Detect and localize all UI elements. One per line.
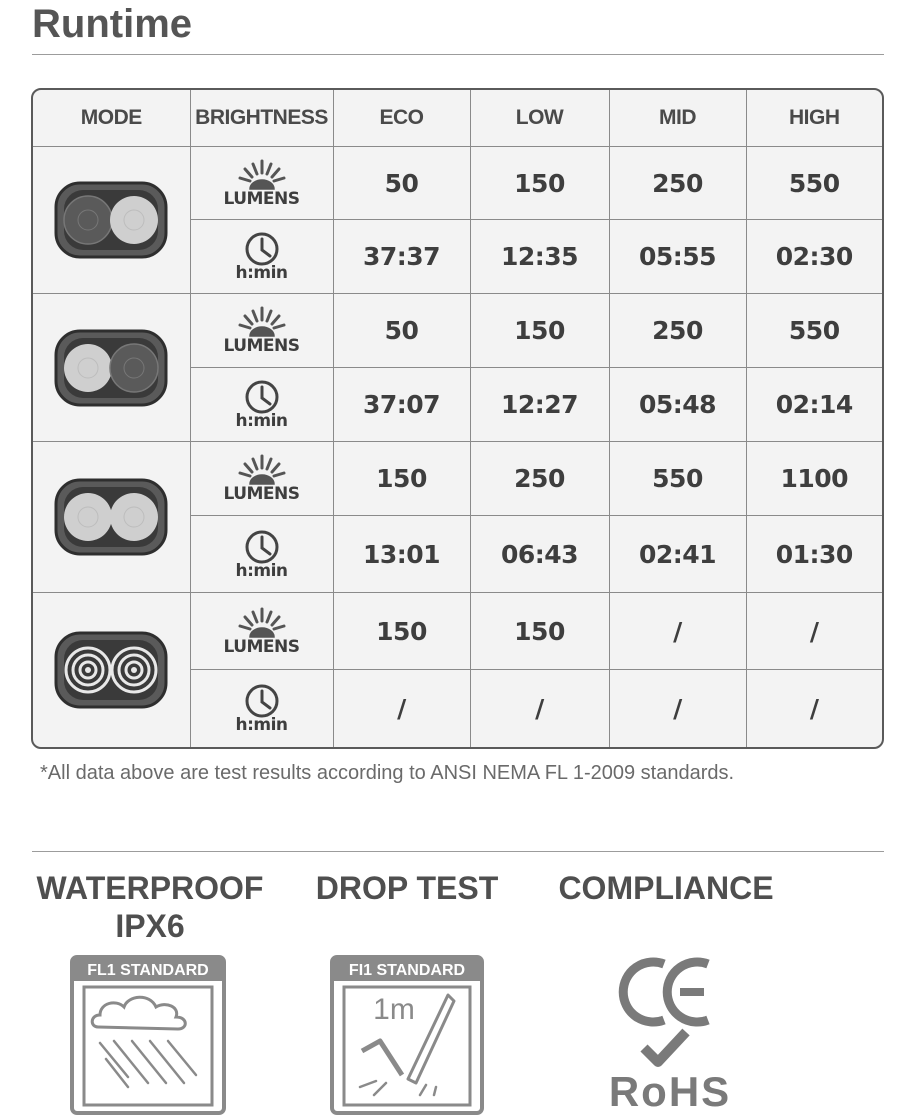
- runtime-value: 37:37: [333, 220, 470, 294]
- header-mid: MID: [609, 90, 746, 147]
- lumens-value: 250: [470, 442, 609, 516]
- lumens-label-cell: [190, 294, 333, 368]
- waterproof-title-line2: IPX6: [115, 908, 185, 944]
- table-row: [33, 593, 882, 670]
- runtime-value: 06:43: [470, 516, 609, 593]
- mode-3-cell: [33, 442, 190, 593]
- header-eco: ECO: [333, 90, 470, 147]
- runtime-label: h:min: [235, 715, 288, 736]
- runtime-value: /: [333, 670, 470, 748]
- clock-icon: [244, 231, 280, 267]
- header-brightness: BRIGHTNESS: [190, 90, 333, 147]
- runtime-table-frame: [31, 88, 884, 749]
- waterproof-badge-icon: [70, 955, 226, 1115]
- section-divider: [32, 851, 884, 852]
- runtime-label-cell: [190, 368, 333, 442]
- clock-icon: [244, 379, 280, 415]
- drop-test-badge-label: FI1 STANDARD: [348, 962, 466, 979]
- both-beams-lit-icon: [53, 477, 169, 557]
- table-row: [33, 442, 882, 516]
- table-row: [33, 294, 882, 368]
- clock-icon: [244, 529, 280, 565]
- lumens-label: LUMENS: [223, 188, 300, 209]
- lumens-value: 50: [333, 147, 470, 220]
- lumens-value: /: [746, 593, 882, 670]
- title-divider: [32, 54, 884, 55]
- lumens-label-cell: [190, 147, 333, 220]
- lumens-value: 150: [470, 294, 609, 368]
- lumens-label: LUMENS: [223, 484, 300, 504]
- lumens-value: 50: [333, 294, 470, 368]
- lumens-value: 150: [470, 147, 609, 220]
- runtime-value: 12:27: [470, 368, 609, 442]
- lumens-label: LUMENS: [223, 636, 300, 657]
- runtime-value: /: [470, 670, 609, 748]
- lumens-value: 250: [609, 147, 746, 220]
- rohs-text: RoHS: [608, 1068, 732, 1115]
- compliance-title: COMPLIANCE: [558, 870, 774, 906]
- sun-burst-icon: [234, 607, 290, 641]
- lumens-value: 550: [746, 147, 882, 220]
- runtime-value: /: [609, 670, 746, 748]
- mode-4-cell: [33, 593, 190, 748]
- lumens-value: 550: [609, 442, 746, 516]
- runtime-label: h:min: [235, 411, 288, 431]
- lumens-value: /: [609, 593, 746, 670]
- lumens-value: 1100: [746, 442, 882, 516]
- lumens-value: 150: [333, 593, 470, 670]
- lumens-label-cell: [190, 593, 333, 670]
- runtime-label-cell: [190, 670, 333, 748]
- lumens-value: 550: [746, 294, 882, 368]
- sun-burst-icon: [234, 454, 290, 488]
- mode-1-cell: [33, 147, 190, 294]
- lumens-label-cell: [190, 442, 333, 516]
- sun-burst-icon: [234, 306, 290, 340]
- drop-test-title: DROP TEST: [315, 870, 499, 906]
- right-beam-lit-icon: [53, 180, 169, 260]
- runtime-value: 05:48: [609, 368, 746, 442]
- runtime-value: 02:30: [746, 220, 882, 294]
- runtime-value: 37:07: [333, 368, 470, 442]
- header-high: HIGH: [746, 90, 882, 147]
- runtime-value: 13:01: [333, 516, 470, 593]
- runtime-value: 02:41: [609, 516, 746, 593]
- mode-2-cell: [33, 294, 190, 442]
- compliance-marks: [604, 952, 734, 1120]
- waterproof-title: [32, 869, 268, 945]
- waterproof-badge-label: FL1 STANDARD: [87, 962, 209, 979]
- drop-test-badge-icon: [330, 955, 484, 1115]
- runtime-value: 12:35: [470, 220, 609, 294]
- footnote: *All data above are test results according to ANSI NEMA FL 1-2009 standards.: [40, 762, 735, 784]
- sun-burst-icon: [234, 159, 290, 193]
- runtime-label: h:min: [235, 560, 288, 581]
- table-header-row: [33, 90, 882, 147]
- clock-icon: [244, 683, 280, 719]
- page-title: Runtime: [32, 2, 192, 46]
- left-beam-lit-icon: [53, 328, 169, 408]
- runtime-value: 01:30: [746, 516, 882, 593]
- runtime-label-cell: [190, 220, 333, 294]
- lumens-value: 150: [333, 442, 470, 516]
- runtime-value: 02:14: [746, 368, 882, 442]
- runtime-label-cell: [190, 516, 333, 593]
- runtime-value: /: [746, 670, 882, 748]
- lumens-label: LUMENS: [223, 336, 300, 356]
- lumens-value: 250: [609, 294, 746, 368]
- runtime-label: h:min: [235, 263, 288, 283]
- waterproof-title-line1: WATERPROOF: [36, 870, 264, 906]
- header-mode: MODE: [33, 90, 190, 147]
- header-low: LOW: [470, 90, 609, 147]
- drop-height-text: 1m: [373, 993, 415, 1026]
- runtime-value: 05:55: [609, 220, 746, 294]
- table-row: [33, 147, 882, 220]
- both-beams-flash-icon: [53, 630, 169, 710]
- runtime-table: [33, 90, 882, 748]
- lumens-value: 150: [470, 593, 609, 670]
